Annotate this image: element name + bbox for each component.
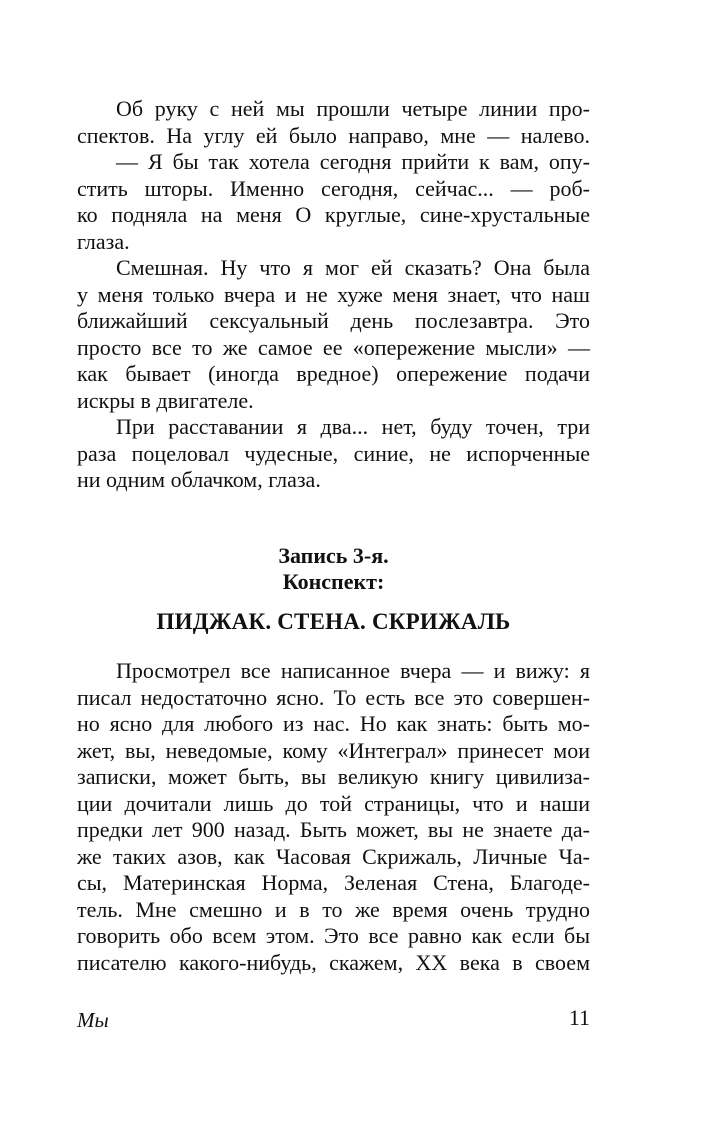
text-line: просто все то же самое ее «опережение мысли» — [77, 334, 590, 360]
text-line: Просмотрел все написанное вчера — и вижу: я [116, 658, 590, 683]
text-line: жет, вы, неведомые, кому «Интеграл» принесет мои [77, 737, 590, 763]
text-line: но ясно для любого из нас. Но как знать: быть мо- [77, 711, 590, 736]
running-footer-title: Мы [77, 1008, 109, 1032]
text-line: стить шторы. Именно сегодня, сейчас... — роб- [77, 175, 590, 201]
text-line: предки лет 900 назад. Быть может, вы не знаете да- [77, 817, 590, 842]
text-line: как бывает (иногда вредное) опережение подачи [77, 361, 590, 386]
text-line: записки, может быть, вы великую книгу цивилиза- [77, 764, 590, 789]
text-line: — Я бы так хотела сегодня прийти к вам, опу- [116, 149, 590, 174]
text-line: спектов. На углу ей было направо, мне — налево. [77, 122, 590, 148]
text-line: писателю какого-нибудь, скажем, XX века в своем [77, 949, 590, 975]
text-line: глаза. [77, 228, 130, 254]
konspekt-heading: Конспект: [282, 569, 385, 594]
text-line: писал недостаточно ясно. То есть все это совершен- [77, 684, 590, 710]
text-line: ко подняла на меня О круглые, сине-хрустальные [77, 202, 590, 227]
text-line: Смешная. Ну что я мог ей сказать? Она была [116, 255, 590, 280]
text-line: же таких азов, как Часовая Скрижаль, Личные Ча- [77, 843, 590, 869]
text-line: раза поцеловал чудесные, синие, не испорченные [77, 440, 590, 466]
text-line: у меня только вчера и не хуже меня знает, что наш [77, 281, 590, 307]
text-line: ни одним облачком, глаза. [77, 467, 321, 492]
paragraph-block-2 [77, 658, 590, 976]
text-line: Об руку с ней мы прошли четыре линии про- [116, 96, 590, 121]
text-line: При расставании я два... нет, буду точен, три [116, 414, 590, 439]
text-line: искры в двигателе. [77, 387, 254, 413]
text-line: ближайший сексуальный день послезавтра. Это [77, 308, 590, 333]
text-line: сы, Материнская Норма, Зеленая Стена, Благоде- [77, 870, 590, 895]
chapter-title: ПИДЖАК. СТЕНА. СКРИЖАЛЬ [156, 609, 511, 634]
paragraph-block-1 [77, 96, 590, 494]
page-number: 11 [568, 1005, 590, 1030]
entry-heading: Запись 3-я. [278, 543, 389, 568]
text-line: говорить обо всем этом. Это все равно как если бы [77, 923, 590, 948]
text-line: ции дочитали лишь до той страницы, что и наши [77, 790, 590, 816]
text-line: тель. Мне смешно и в то же время очень трудно [77, 896, 590, 922]
